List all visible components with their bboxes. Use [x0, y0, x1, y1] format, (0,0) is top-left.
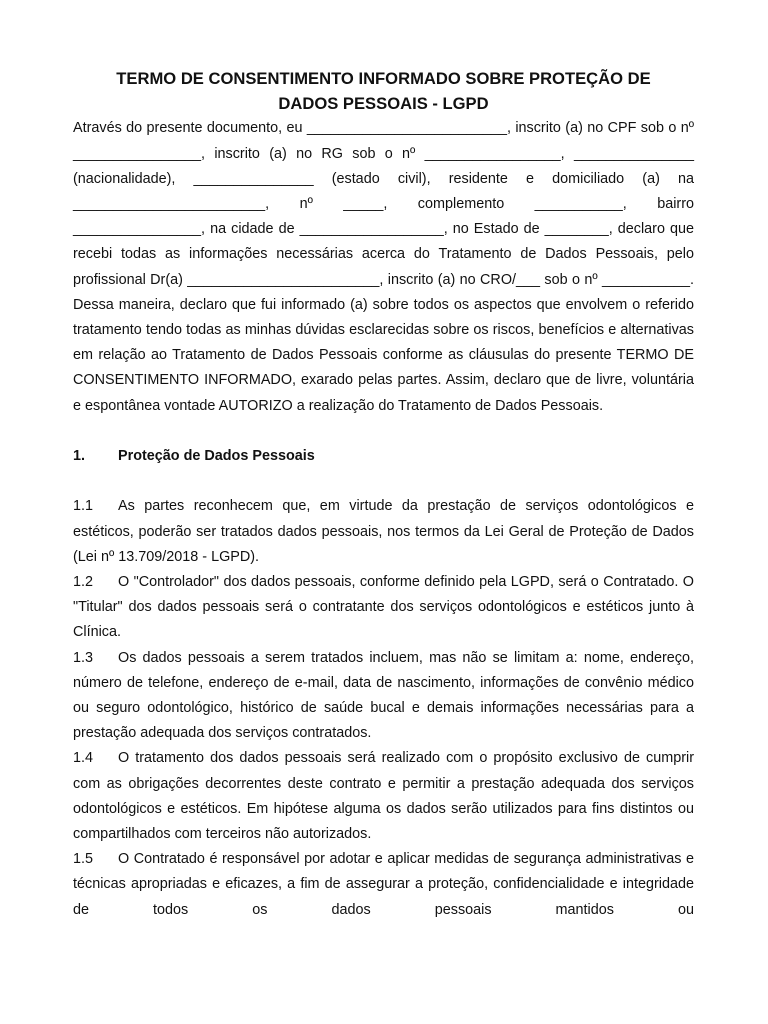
document-title — [73, 66, 694, 116]
clause-text: As partes reconhecem que, em virtude da prestação de serviços odontológicos e estéticos, poderão ser tratados dados pessoais, nos termos da Lei Geral de Proteção de Dados (Lei nº 13.709/2018 - LGPD). — [73, 498, 694, 565]
clause-1-2 — [73, 570, 694, 646]
clause-number: 1.5 — [73, 851, 94, 868]
clause-number: 1.3 — [73, 649, 94, 666]
section-title: Proteção de Dados Pessoais — [118, 448, 315, 465]
clause-text: O "Controlador" dos dados pessoais, conforme definido pela LGPD, será o Contratado. O "Titular" dos dados pessoais será o contratante dos serviços odontológicos e estéticos junto à Clínica. — [73, 574, 694, 641]
clause-text: Os dados pessoais a serem tratados incluem, mas não se limitam a: nome, endereço, número de telefone, endereço de e-mail, data de nascimento, informações de convênio médico ou seguro odontológico, histórico de saúde bucal e demais informações necessárias para a prestação adequada dos serviços contratados. — [73, 649, 694, 742]
document-page — [73, 66, 694, 923]
document-title-line-1: TERMO DE CONSENTIMENTO INFORMADO SOBRE PROTEÇÃO DE — [116, 69, 651, 88]
clause-number: 1.1 — [73, 498, 94, 515]
document-title-line-2: DADOS PESSOAIS - LGPD — [278, 94, 489, 114]
clause-1-4 — [73, 746, 694, 847]
section-number: 1. — [73, 448, 86, 465]
clause-number: 1.4 — [73, 750, 94, 767]
clause-1-3 — [73, 646, 694, 747]
clause-text: O tratamento dos dados pessoais será realizado com o propósito exclusivo de cumprir com as obrigações decorrentes deste contrato e permitir a prestação adequada dos serviços odontológicos e estéticos. Em hipótese alguma os dados serão utilizados para fins distintos ou compartilhados com terceiros não autorizados. — [73, 750, 694, 843]
clause-number: 1.2 — [73, 574, 94, 591]
section-heading — [73, 444, 694, 469]
intro-paragraph: Através do presente documento, eu _________________________, inscrito (a) no CPF sob o nº ________________, inscrito (a) no RG sob o nº _________________, _______________ (nacionalidade), _______________ (estado civil), residente e domiciliado (a) na ________________________, nº _____, complemento ___________, bairro ________________, na cidade de __________________, no Estado de ________, declaro que recebi todas as informações necessárias acerca do Tratamento de Dados Pessoais, pelo profissional Dr(a) ________________________, inscrito (a) no CRO/___ sob o nº ___________. Dessa maneira, declaro que fui informado (a) sobre todos os aspectos que envolvem o referido tratamento tendo todas as minhas dúvidas esclarecidas sobre os riscos, benefícios e alternativas em relação ao Tratamento de Dados Pessoais conforme as cláusulas do presente TERMO DE CONSENTIMENTO INFORMADO, exarado pelas partes. Assim, declaro que de livre, voluntária e espontânea vontade AUTORIZO a realização do Tratamento de Dados Pessoais. — [73, 120, 694, 414]
clause-text: O Contratado é responsável por adotar e aplicar medidas de segurança administrativas e técnicas apropriadas e eficazes, a fim de assegurar a proteção, confidencialidade e integridade de todos os dados pessoais mantidos ou — [73, 851, 694, 918]
clause-1-5 — [73, 847, 694, 923]
clause-1-1 — [73, 494, 694, 570]
